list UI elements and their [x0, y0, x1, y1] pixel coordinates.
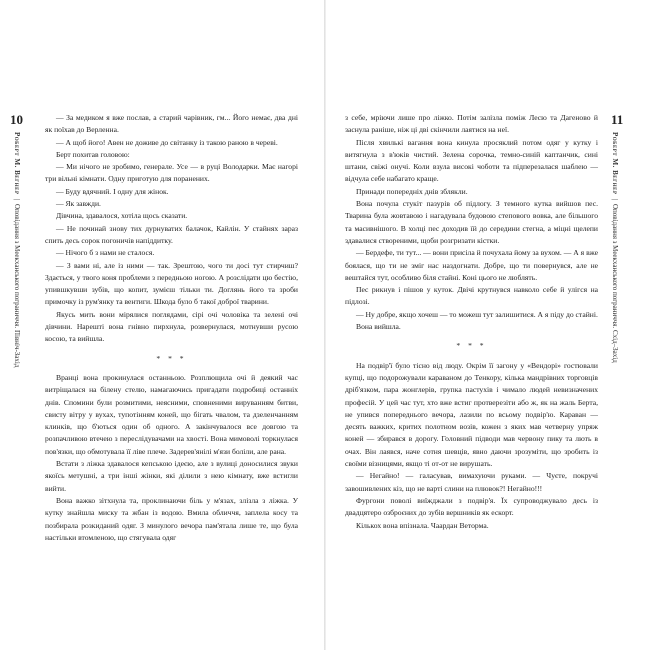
paragraph: — Не починай знову тих дурнуватих балачок, Кайлін. У стайнях зараз спить десь сорок погоничів напіддитку.	[45, 223, 298, 245]
paragraph: Вранці вона прокинулася останньою. Розплющила очі й деякий час витріщалася на білену стелю, намагаючись пригадати подробиці останніх днів. Спомини були розмитими, неясними, сповненими вируванням битви, свисту вітру у вухах, тупотінням коней, що бігать чвалом, та дзеленчанням клинків, що б'ються один об одного. А закінчувалося все довгою та розпачливою втечею з переслідувачами на хвості. Вона мимоволі торкнулася пов'язки, що обмотувала її ліве плече. Задерев'янілі м'язи боліли, але рана.	[45, 372, 298, 456]
section-separator: * * *	[456, 341, 487, 351]
section-separator: * * *	[156, 353, 187, 363]
right-running-divider: |	[611, 198, 619, 200]
left-page-number: 10	[10, 112, 23, 127]
paragraph: Встати з ліжка здавалося кепською ідеєю, але з вулиці доносилися звуки якоїсь метушні, а три інші жінки, які ділили з нею кімнату, вже встигли вийти.	[45, 459, 298, 493]
paragraph: з себе, мріючи лише про ліжко. Потім залізла поміж Лесю та Дагеново й заснула раніше, ніж ці дві скінчили лаятися на неї.	[345, 113, 598, 135]
paragraph: Пес рикнув і пішов у куток. Двічі крутнувся навколо себе й улігся на підлозі.	[345, 285, 598, 307]
paragraph: Вона вийшла.	[356, 322, 401, 332]
right-running-author: Роберт М. Вегнер	[611, 132, 619, 195]
book-gutter	[324, 0, 326, 650]
left-running-series: Оповідання з Меекханського пограниччя. Північ-Захід	[13, 203, 21, 368]
paragraph: Фургони поволі виїжджали з подвір'я. Їх супроводжувало десь із двадцятеро озброєних до зубів вершників як ескорт.	[345, 495, 598, 518]
paragraph: Принади попередніх днів зблякли.	[356, 186, 468, 196]
paragraph: Вона важко зітхнула та, проклинаючи біль у м'язах, злізла з ліжка. У кутку знайшла миску та жбан із водою. Вмила обличчя, заплела косу та позбирала розкиданий одяг. З минулого вечора пам'ятала лише те, що була настільки втомленою, що стягувала одяг	[45, 495, 298, 542]
paragraph: — З вами ні, але із ними — так. Зрештою, чого ти досі тут стирчиш? Здається, у твого коня проблеми з передньою ногою. А розслідати цю бестію, упившкувши зубів, що копит, зумієш тільки ти. Доглянь його та зроби примочку із рум'янку та вентиги. Шкода було б такої доброї тварини.	[45, 260, 298, 307]
paragraph: — А щоб його! Авен не доживе до світанку із такою раною в череві.	[56, 137, 278, 147]
left-running-author: Роберт М. Вегнер	[13, 132, 21, 195]
paragraph: Берт похитав головою:	[56, 149, 130, 159]
right-page-text	[345, 112, 598, 532]
paragraph: — Як завжди.	[56, 199, 101, 209]
right-running-head	[611, 132, 619, 363]
right-running-series: Оповідання з Меекханського пограниччя. Схід–Захід	[611, 203, 619, 363]
paragraph: — Буду вдячний. І одну для жінок.	[56, 186, 169, 196]
paragraph: Дівчина, здавалося, хотіла щось сказати.	[56, 211, 188, 221]
left-running-head	[13, 132, 21, 367]
paragraph: На подвір'ї було тісно від люду. Окрім її загону у «Вендорі» гостювали купці, що подорожували караваном до Тенкору, кілька мандрівних торговців дріб'язком, пара жонглерів, групка пастухів і чимало людей невизначених професій. У цей час тут, хто вже встиг протверезіти або ж, як на жаль Берта, не упився попереднього вечора, лазили по всьому подвір'ю. Караван — десять важких, критих полотном возів, кожен з яких мав четверну упряж коней — збирався в дорогу. Головний підводи мав червону пику та лють в очах. Він лаявся, наче сотня шевців, явно даючи зрозуміти, що зробить із своїми візницями, якщо ті от-от не вирушать.	[345, 360, 598, 469]
left-running-divider: |	[13, 198, 21, 200]
paragraph: Якусь мить вони мірялися поглядами, сірі очі чоловіка та зелені очі дівчини. Нарешті вона гнівно пирхнула, розвернулася, мотнувши русою косою, та вийшла.	[45, 309, 298, 344]
paragraph: — Ми нічого не зробимо, генерале. Усе — в руці Володарки. Має нагорі три вільні кімнати. Одну приготую для поранених.	[45, 162, 298, 184]
paragraph: — Нічого б з нами не сталося.	[56, 248, 155, 258]
paragraph: — Негайно! — галасував, вимахуючи руками. — Чуєте, покручі завошивлених кіз, що не варті слини на плювок?! Негайно!!!	[345, 471, 598, 493]
paragraph: Після хвилькі вагання вона кинула просяклий потом одяг у кутку і витягнула з в'юків чистий. Зелена сорочка, темно-синій каптанчик, сині штани, свіжі онучі. Коли взула високі чоботи та підперезалася шаблею — відчула себе набагато краще.	[345, 137, 598, 184]
paragraph: Кількох вона впізнала. Чаардан Ветормa.	[356, 520, 489, 530]
right-page-number: 11	[611, 112, 624, 127]
left-page-text	[45, 112, 298, 544]
paragraph: — Бердефе, ти тут... — вони присіла й почухала йому за вухом. — А я вже боялася, що ти не зміг нас наздогнати. Добре, що ти повернувся, але не вештайся тут, особливо біля стайні. Коні цього не люблять.	[345, 248, 598, 282]
paragraph: — Ну добре, якщо хочеш — то можеш тут залишитися. А я піду до стайні.	[356, 309, 598, 319]
paragraph: Вона почула стукіт пазурів об підлогу. З темного кутка вийшов пес. Тварина була жовтавою і нагадувала будовою степового вовка, але більшого та масивнішого. В холці пес доходив їй до середини стегна, а міцні щелепи здавалися створеними, щоби розгризати кістки.	[345, 199, 598, 245]
paragraph: — За медиком я вже послав, а старий чарівник, гм... Його немає, два дні як поїхав до Верленна.	[45, 113, 298, 135]
